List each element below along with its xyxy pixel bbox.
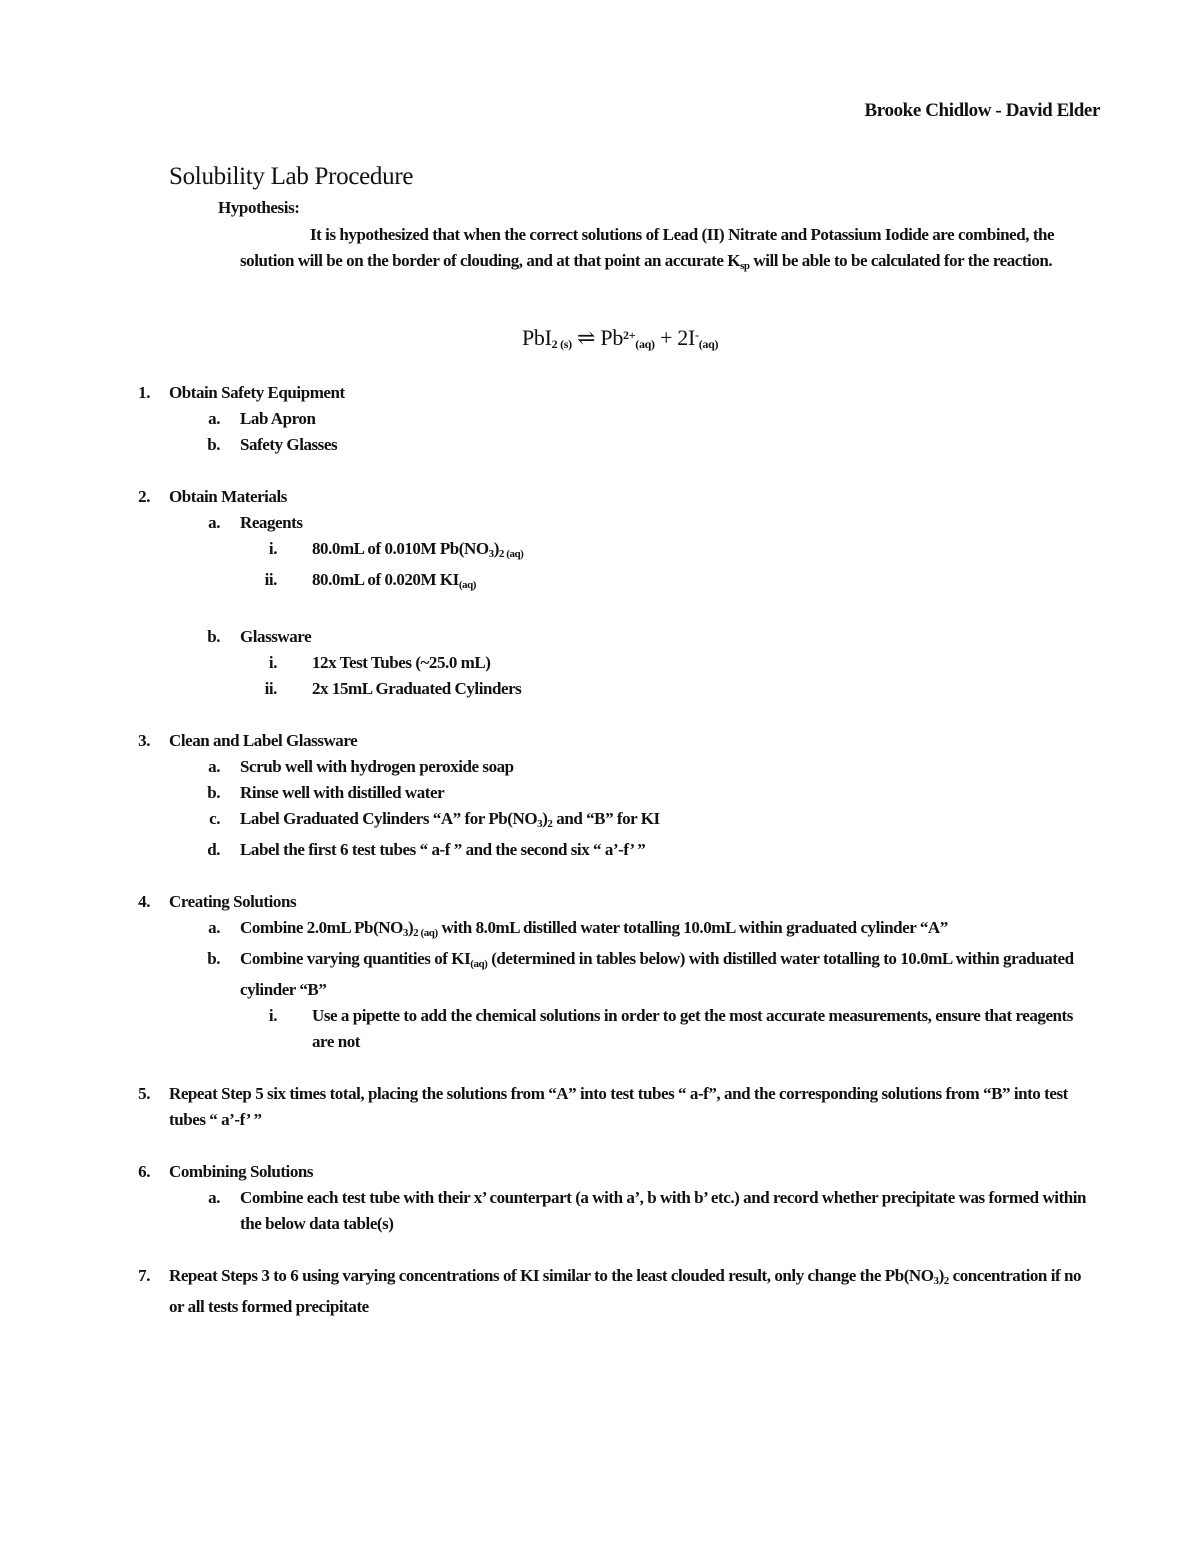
item-label: Combine 2.0mL $Pb(NO_3)_{2 (aq)}$ with 8.0mL distilled water totalling 10.0mL within graduated cylinder “A”: [240, 918, 948, 939]
list-item: [0, 754, 1200, 780]
step-number: 4.: [138, 892, 150, 911]
list-item: [0, 406, 1200, 432]
list-item: [0, 676, 1200, 702]
step-number: 2.: [138, 487, 150, 506]
list-item: [0, 567, 1200, 598]
list-item: [0, 1263, 1200, 1320]
item-letter: a.: [208, 1188, 220, 1207]
hypothesis-label: Hypothesis:: [218, 198, 300, 217]
item-roman: ii.: [264, 679, 277, 698]
step-label: Repeat Steps 3 to 6 using varying concentrations of KI similar to the least clouded result, only change the $Pb(NO_3)_2$ concentration if no or all tests formed precipitate: [169, 1266, 1082, 1316]
list-item: [0, 946, 1200, 1003]
list-item: [0, 1003, 1200, 1055]
step-number: 3.: [138, 731, 150, 750]
list-item: [0, 1185, 1200, 1237]
item-label: Combine varying quantities of $KI_{(aq)}$ (determined in tables below) with distilled water totalling to 10.0mL within graduated cylinder “B”: [240, 949, 1074, 999]
step-6: [0, 1159, 1200, 1237]
step-number: 6.: [138, 1162, 150, 1181]
step-label: Repeat Step 5 six times total, placing the solutions from “A” into test tubes “ a-f”, and the corresponding solutions from “B” into test tubes “ a’-f’ ”: [169, 1084, 1068, 1129]
item-letter: a.: [208, 409, 220, 428]
item-label: Glassware: [240, 627, 312, 646]
item-label: Scrub well with hydrogen peroxide soap: [240, 757, 514, 776]
step-4: [0, 889, 1200, 1055]
step-label: Clean and Label Glassware: [169, 731, 358, 750]
list-item: [0, 510, 1200, 536]
item-roman: i.: [268, 1006, 277, 1025]
list-item: [0, 484, 1200, 510]
item-label: Label Graduated Cylinders “A” for $Pb(NO_3)_2$ and “B” for KI: [240, 809, 660, 830]
item-letter: d.: [207, 840, 220, 859]
list-item: [0, 650, 1200, 676]
item-label: Label the first 6 test tubes “ a-f ” and the second six “ a’-f’ ”: [240, 840, 646, 859]
list-item: [0, 889, 1200, 915]
item-label: Safety Glasses: [240, 435, 338, 454]
list-item: [0, 1081, 1200, 1133]
list-item: [0, 380, 1200, 406]
dissociation-equation: PbI$_{2 (s)}$ ⇌ $Pb^{2+}_{(aq)} + 2I^-_{(aq)}$: [522, 325, 719, 351]
step-3: [0, 728, 1200, 863]
step-7: [0, 1263, 1200, 1320]
list-item: [0, 780, 1200, 806]
step-5: [0, 1081, 1200, 1133]
item-label: 80.0mL of 0.010M $Pb(NO_3)_{2 (aq)}$: [312, 539, 524, 560]
list-item: [0, 915, 1200, 946]
step-1: [0, 380, 1200, 458]
item-roman: ii.: [264, 570, 277, 589]
procedure-steps: [0, 380, 1200, 1346]
item-label: Use a pipette to add the chemical solutions in order to get the most accurate measurements, ensure that reagents are not: [312, 1006, 1073, 1051]
list-item: [0, 624, 1200, 650]
step-number: 5.: [138, 1084, 150, 1103]
list-item: [0, 806, 1200, 837]
step-label: Obtain Materials: [169, 487, 287, 506]
document-title: Solubility Lab Procedure: [169, 163, 414, 190]
item-letter: a.: [208, 513, 220, 532]
item-label: Combine each test tube with their x’ counterpart (a with a’, b with b’ etc.) and record whether precipitate was formed within the below data table(s): [240, 1188, 1087, 1233]
item-letter: b.: [207, 949, 220, 968]
step-label: Combining Solutions: [169, 1162, 314, 1181]
step-number: 1.: [138, 383, 150, 402]
list-item: [0, 432, 1200, 458]
list-item: [0, 728, 1200, 754]
step-label: Obtain Safety Equipment: [169, 383, 345, 402]
item-label: 80.0mL of 0.020M $KI_{(aq)}$: [312, 570, 476, 591]
item-letter: c.: [209, 809, 220, 828]
list-item: [0, 837, 1200, 863]
list-item: [0, 536, 1200, 567]
item-letter: a.: [208, 757, 220, 776]
item-label: Lab Apron: [240, 409, 316, 428]
item-label: 2x 15mL Graduated Cylinders: [312, 679, 522, 698]
step-label: Creating Solutions: [169, 892, 297, 911]
item-letter: a.: [208, 918, 220, 937]
list-item: [0, 1159, 1200, 1185]
item-roman: i.: [268, 539, 277, 558]
hypothesis-text: It is hypothesized that when the correct solutions of Lead (II) Nitrate and Potassium Iodide are combined, the solution will be on the border of clouding, and at that point an accurate $K_{sp}$ will be able to be calculated for the reaction.: [240, 225, 1055, 272]
step-2: [0, 484, 1200, 702]
item-label: Rinse well with distilled water: [240, 783, 445, 802]
step-number: 7.: [138, 1266, 150, 1285]
item-letter: b.: [207, 783, 220, 802]
item-letter: b.: [207, 435, 220, 454]
item-label: Reagents: [240, 513, 303, 532]
author-names: Brooke Chidlow - David Elder: [864, 100, 1100, 121]
item-roman: i.: [268, 653, 277, 672]
item-letter: b.: [207, 627, 220, 646]
item-label: 12x Test Tubes (~25.0 mL): [312, 653, 491, 672]
